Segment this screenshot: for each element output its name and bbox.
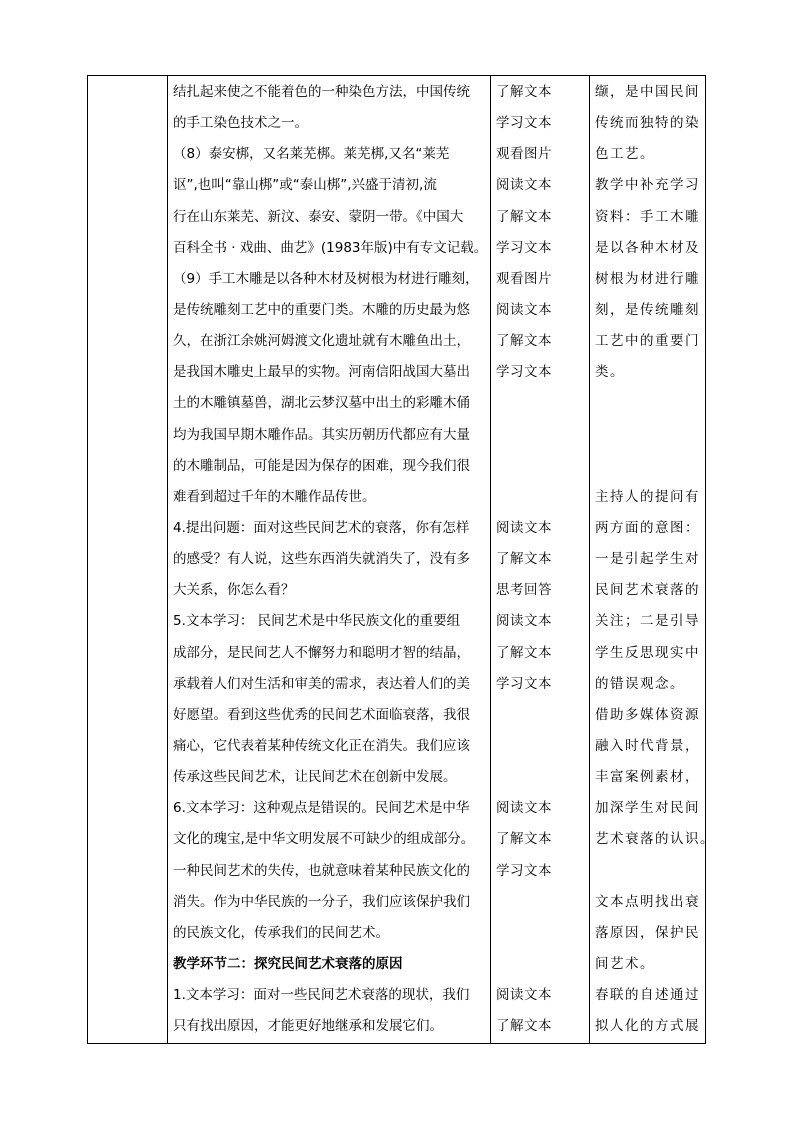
activity-line: 了解文本 xyxy=(496,84,552,100)
activity-line: 学习文本 xyxy=(496,862,552,879)
content-line: 的木雕制品，可能是因为保存的困难，现今我们很 xyxy=(173,457,470,474)
activity-line: 了解文本 xyxy=(496,333,552,350)
content-line: 难看到超过千年的木雕作品传世。 xyxy=(173,488,376,505)
content-line: 承载着人们对生活和审美的需求，表达着人们的美 xyxy=(173,675,470,692)
content-line: 1.文本学习：面对一些民间艺术衰落的现状，我们 xyxy=(173,987,470,1004)
section-column xyxy=(88,76,167,1043)
activity-line: 阅读文本 xyxy=(496,301,552,318)
intent-line: 加深学生对民间 xyxy=(595,800,700,817)
intent-line: 落原因，保护民 xyxy=(595,924,700,941)
content-line: 土的木雕镇墓兽，湖北云梦汉墓中出土的彩雕木俑 xyxy=(173,395,470,412)
activity-line: 了解文本 xyxy=(496,831,552,848)
intent-line: 工艺中的重要门 xyxy=(595,333,700,350)
content-line: （9）手工木雕是以各种木材及树根为材进行雕刻， xyxy=(173,270,479,287)
activity-line: 阅读文本 xyxy=(496,177,552,194)
activity-line: 学习文本 xyxy=(496,364,552,381)
activity-line: 学习文本 xyxy=(496,115,552,132)
content-line: 讴”,也叫“靠山梆”或“泰山梆”,兴盛于清初,流 xyxy=(173,177,437,194)
intent-line: 传统而独特的染 xyxy=(595,115,700,132)
intent-line: 两方面的意图： xyxy=(595,519,700,536)
activity-line xyxy=(496,482,589,513)
activity-line: 阅读文本 xyxy=(496,519,552,536)
content-line: 只有找出原因，才能更好地继承和发展它们。 xyxy=(173,1018,443,1035)
intent-line xyxy=(595,420,707,451)
intent-line: 艺术衰落的认识。 xyxy=(595,831,715,848)
design-intent-column xyxy=(590,76,715,1043)
content-line: 大关系，你怎么看？ xyxy=(173,582,295,599)
activity-line: 了解文本 xyxy=(496,1018,552,1035)
intent-line: 学生反思现实中 xyxy=(595,644,700,661)
activity-line: 观看图片 xyxy=(496,270,552,287)
content-line: 痛心，它代表着某种传统文化正在消失。我们应该 xyxy=(173,737,470,754)
intent-line: 刻，是传统雕刻 xyxy=(595,301,700,318)
intent-line: 融入时代背景， xyxy=(595,737,700,754)
activity-line xyxy=(496,420,589,451)
content-line: 一种民间艺术的失传，也就意味着某种民族文化的 xyxy=(173,862,470,879)
intent-line: 缬，是中国民间 xyxy=(595,84,700,100)
content-line: 百科全书 · 戏曲、曲艺》(1983年版)中有专文记载。 xyxy=(173,239,488,256)
intent-line: 民间艺术衰落的 xyxy=(595,582,700,599)
content-line: （8）泰安梆，又名莱芜梆。莱芜梆,又名“莱芜 xyxy=(173,146,450,163)
intent-line: 文本点明找出衰 xyxy=(595,893,700,910)
intent-line: 树根为材进行雕 xyxy=(595,270,700,287)
intent-line: 拟人化的方式展 xyxy=(595,1018,700,1035)
intent-line: 的错误观念。 xyxy=(595,675,685,692)
content-line: 结扎起来使之不能着色的一种染色方法，中国传统 xyxy=(173,84,470,100)
content-line: 6.文本学习：这种观点是错误的。民间艺术是中华 xyxy=(173,800,470,817)
content-line: 行在山东莱芜、新汶、泰安、蒙阴一带。《中国大 xyxy=(173,208,464,225)
activity-line: 学习文本 xyxy=(496,239,552,256)
content-line: 成部分，是民间艺人不懈努力和聪明才智的结晶， xyxy=(173,644,470,661)
content-line: 消失。作为中华民族的一分子，我们应该保护我们 xyxy=(173,893,470,910)
intent-line: 春联的自述通过 xyxy=(595,987,700,1004)
activity-line: 思考回答 xyxy=(496,582,552,599)
activity-line xyxy=(496,887,589,918)
activity-line: 阅读文本 xyxy=(496,613,552,630)
content-line: 传承这些民间艺术，让民间艺术在创新中发展。 xyxy=(173,769,457,786)
activity-line: 了解文本 xyxy=(496,644,552,661)
intent-line: 资料：手工木雕 xyxy=(595,208,700,225)
content-line: 的民族文化，传承我们的民间艺术。 xyxy=(173,924,389,941)
activity-line xyxy=(496,949,589,980)
content-line: 是我国木雕史上最早的实物。河南信阳战国大墓出 xyxy=(173,364,470,381)
teaching-content-column xyxy=(168,76,490,1043)
activity-line xyxy=(496,700,589,731)
content-line: 是传统雕刻工艺中的重要门类。木雕的历史最为悠 xyxy=(173,301,470,318)
intent-line: 主持人的提问有 xyxy=(595,488,700,505)
content-line: 教学环节二：探究民间艺术衰落的原因 xyxy=(173,955,403,972)
intent-line: 色工艺。 xyxy=(595,146,655,163)
intent-line: 类。 xyxy=(595,364,625,381)
intent-line: 教学中补充学习 xyxy=(595,177,700,194)
activity-line xyxy=(496,388,589,419)
content-line: 4.提出问题：面对这些民间艺术的衰落，你有怎样 xyxy=(173,519,470,536)
activity-line: 了解文本 xyxy=(496,551,552,568)
intent-line xyxy=(595,388,707,419)
lesson-plan-table xyxy=(87,75,715,1044)
activity-line: 阅读文本 xyxy=(496,987,552,1004)
intent-line: 间艺术。 xyxy=(595,955,655,972)
content-line: 5.文本学习： 民间艺术是中华民族文化的重要组 xyxy=(173,613,461,630)
content-line: 好愿望。看到这些优秀的民间艺术面临衰落，我很 xyxy=(173,706,470,723)
intent-line xyxy=(595,451,707,482)
intent-line: 一是引起学生对 xyxy=(595,551,700,568)
intent-line: 借助多媒体资源 xyxy=(595,706,700,723)
student-activity-column xyxy=(491,76,589,1043)
intent-line xyxy=(595,856,707,887)
content-line: 的手工染色技术之一。 xyxy=(173,115,308,132)
activity-line xyxy=(496,918,589,949)
activity-line: 阅读文本 xyxy=(496,800,552,817)
content-line: 的感受？有人说，这些东西消失就消失了，没有多 xyxy=(173,551,470,568)
activity-line: 观看图片 xyxy=(496,146,552,163)
content-line: 久，在浙江余姚河姆渡文化遗址就有木雕鱼出土， xyxy=(173,333,470,350)
content-line: 文化的瑰宝,是中华文明发展不可缺少的组成部分。 xyxy=(173,831,475,848)
activity-line: 了解文本 xyxy=(496,208,552,225)
activity-line xyxy=(496,451,589,482)
intent-line: 是以各种木材及 xyxy=(595,239,700,256)
intent-line: 丰富案例素材， xyxy=(595,769,700,786)
content-line: 均为我国早期木雕作品。其实历朝历代都应有大量 xyxy=(173,426,470,443)
activity-line xyxy=(496,762,589,793)
activity-line xyxy=(496,731,589,762)
intent-line: 关注；二是引导 xyxy=(595,613,700,630)
activity-line: 学习文本 xyxy=(496,675,552,692)
